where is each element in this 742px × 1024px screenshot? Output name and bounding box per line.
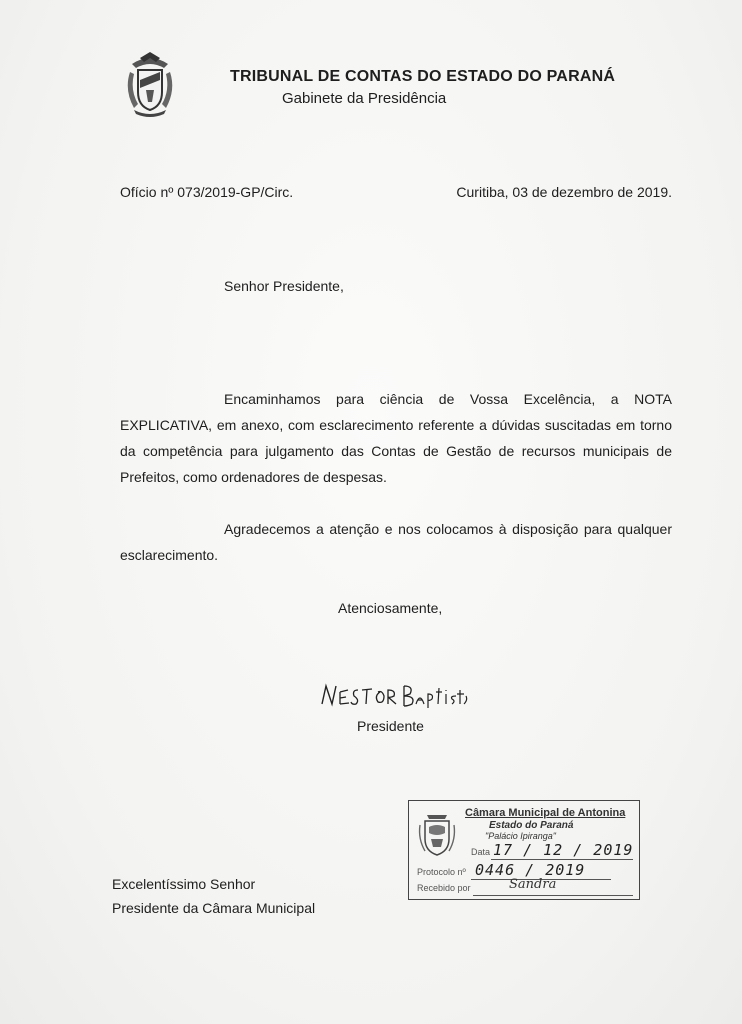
- letter-reference: Ofício nº 073/2019-GP/Circ.: [120, 184, 294, 200]
- salutation: Senhor Presidente,: [224, 278, 344, 294]
- letter-date: Curitiba, 03 de dezembro de 2019.: [456, 184, 672, 200]
- stamp-protocol-value: 0446 / 2019: [475, 861, 586, 879]
- stamp-received-label: Recebido por: [417, 883, 471, 893]
- stamp-organization: Câmara Municipal de Antonina: [465, 807, 626, 819]
- stamp-date-label: Data: [471, 847, 491, 857]
- reception-stamp: [408, 800, 640, 900]
- stamp-protocol-label: Protocolo nº: [417, 867, 466, 877]
- closing: Atenciosamente,: [338, 600, 443, 616]
- body-paragraph-1: Encaminhamos para ciência de Vossa Excelência, a NOTA EXPLICATIVA, em anexo, com esclarecimento referente a dúvidas suscitadas em torno da competência para julgamento das Contas de Gestão de recursos municipais de Prefeitos, como ordenadores de despesas.: [120, 391, 672, 485]
- recipient-line-1: Excelentíssimo Senhor: [112, 876, 256, 892]
- header-title: TRIBUNAL DE CONTAS DO ESTADO DO PARANÁ: [230, 68, 616, 85]
- header-subtitle: Gabinete da Presidência: [282, 90, 447, 107]
- body-paragraph-2: Agradecemos a atenção e nos colocamos à disposição para qualquer esclarecimento.: [120, 521, 672, 563]
- stamp-received-value: Sandra: [509, 877, 557, 892]
- stamp-received-rule: [473, 895, 633, 896]
- recipient-line-2: Presidente da Câmara Municipal: [112, 900, 316, 916]
- handwritten-signature: [318, 678, 468, 712]
- municipal-coat-of-arms-icon: [417, 811, 457, 857]
- state-coat-of-arms-icon: [118, 50, 182, 118]
- stamp-state: Estado do Paraná: [489, 820, 574, 831]
- stamp-palace: "Palácio Ipiranga": [485, 831, 556, 841]
- stamp-date-value: 17 / 12 / 2019: [493, 841, 634, 859]
- stamp-date-rule: [491, 859, 633, 860]
- signer-role: Presidente: [357, 718, 424, 734]
